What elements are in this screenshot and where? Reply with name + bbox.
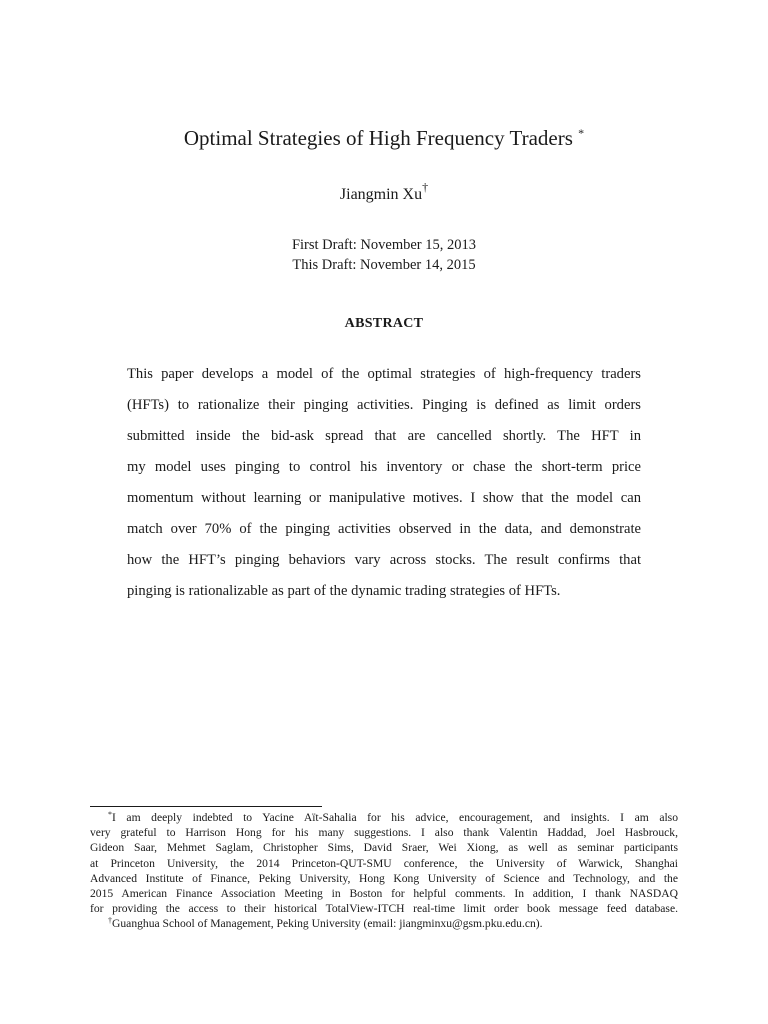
footnote-1-line: for providing the access to their historical TotalView-ITCH real-time limit order book message feed database. bbox=[90, 902, 678, 916]
footnote-divider bbox=[90, 806, 322, 807]
footnote-2-line bbox=[90, 916, 678, 931]
footnote-1-line: 2015 American Finance Association Meeting in Boston for helpful comments. In addition, I thank NASDAQ bbox=[90, 887, 678, 901]
first-draft-date: First Draft: November 15, 2013 bbox=[291, 237, 477, 253]
footnote-1-line: Gideon Saar, Mehmet Saglam, Christopher Sims, David Sraer, Wei Xiong, as well as seminar participants bbox=[90, 841, 678, 855]
footnote-1-line: very grateful to Harrison Hong for his many suggestions. I also thank Valentin Haddad, Joel Hasbrouck, bbox=[90, 826, 678, 840]
this-draft-date: This Draft: November 14, 2015 bbox=[292, 257, 476, 273]
paper-title-text: Optimal Strategies of High Frequency Traders bbox=[183, 126, 573, 150]
abstract-line: This paper develops a model of the optimal strategies of high-frequency traders bbox=[127, 366, 641, 382]
title-footnote-mark: * bbox=[578, 126, 585, 140]
abstract-line: match over 70% of the pinging activities observed in the data, and demonstrate bbox=[127, 521, 641, 537]
footnote-1-text: I am deeply indebted to Yacine Aït-Sahalia for his advice, encouragement, and insights. I am also bbox=[112, 811, 678, 824]
abstract-line: my model uses pinging to control his inventory or chase the short-term price bbox=[127, 459, 641, 475]
footnote-2-mark: † bbox=[108, 916, 112, 926]
footnote-1-line: Advanced Institute of Finance, Peking University, Hong Kong University of Science and Technology, and the bbox=[90, 871, 678, 885]
abstract-heading: ABSTRACT bbox=[344, 316, 424, 331]
footnote-1-mark: * bbox=[108, 810, 112, 819]
abstract-line: momentum without learning or manipulative motives. I show that the model can bbox=[127, 490, 641, 506]
author-footnote-mark: † bbox=[422, 180, 429, 194]
footnotes bbox=[90, 810, 678, 932]
draft-dates bbox=[0, 235, 768, 275]
footnote-1-line bbox=[90, 810, 678, 825]
footnote-1-line: at Princeton University, the 2014 Princeton-QUT-SMU conference, the University of Warwick, Shanghai bbox=[90, 856, 678, 870]
abstract-body bbox=[127, 363, 641, 611]
paper-title bbox=[0, 124, 768, 152]
footnote-2-text: Guanghua School of Management, Peking University (email: jiangminxu@gsm.pku.edu.cn). bbox=[112, 917, 543, 931]
author-name-text: Jiangmin Xu bbox=[339, 186, 423, 203]
abstract-line: pinging is rationalizable as part of the dynamic trading strategies of HFTs. bbox=[127, 583, 561, 599]
abstract-line: submitted inside the bid-ask spread that are cancelled shortly. The HFT in bbox=[127, 428, 641, 444]
author-name bbox=[0, 180, 768, 206]
abstract-line: (HFTs) to rationalize their pinging activities. Pinging is defined as limit orders bbox=[127, 397, 641, 413]
abstract-line: how the HFT’s pinging behaviors vary across stocks. The result confirms that bbox=[127, 552, 641, 568]
